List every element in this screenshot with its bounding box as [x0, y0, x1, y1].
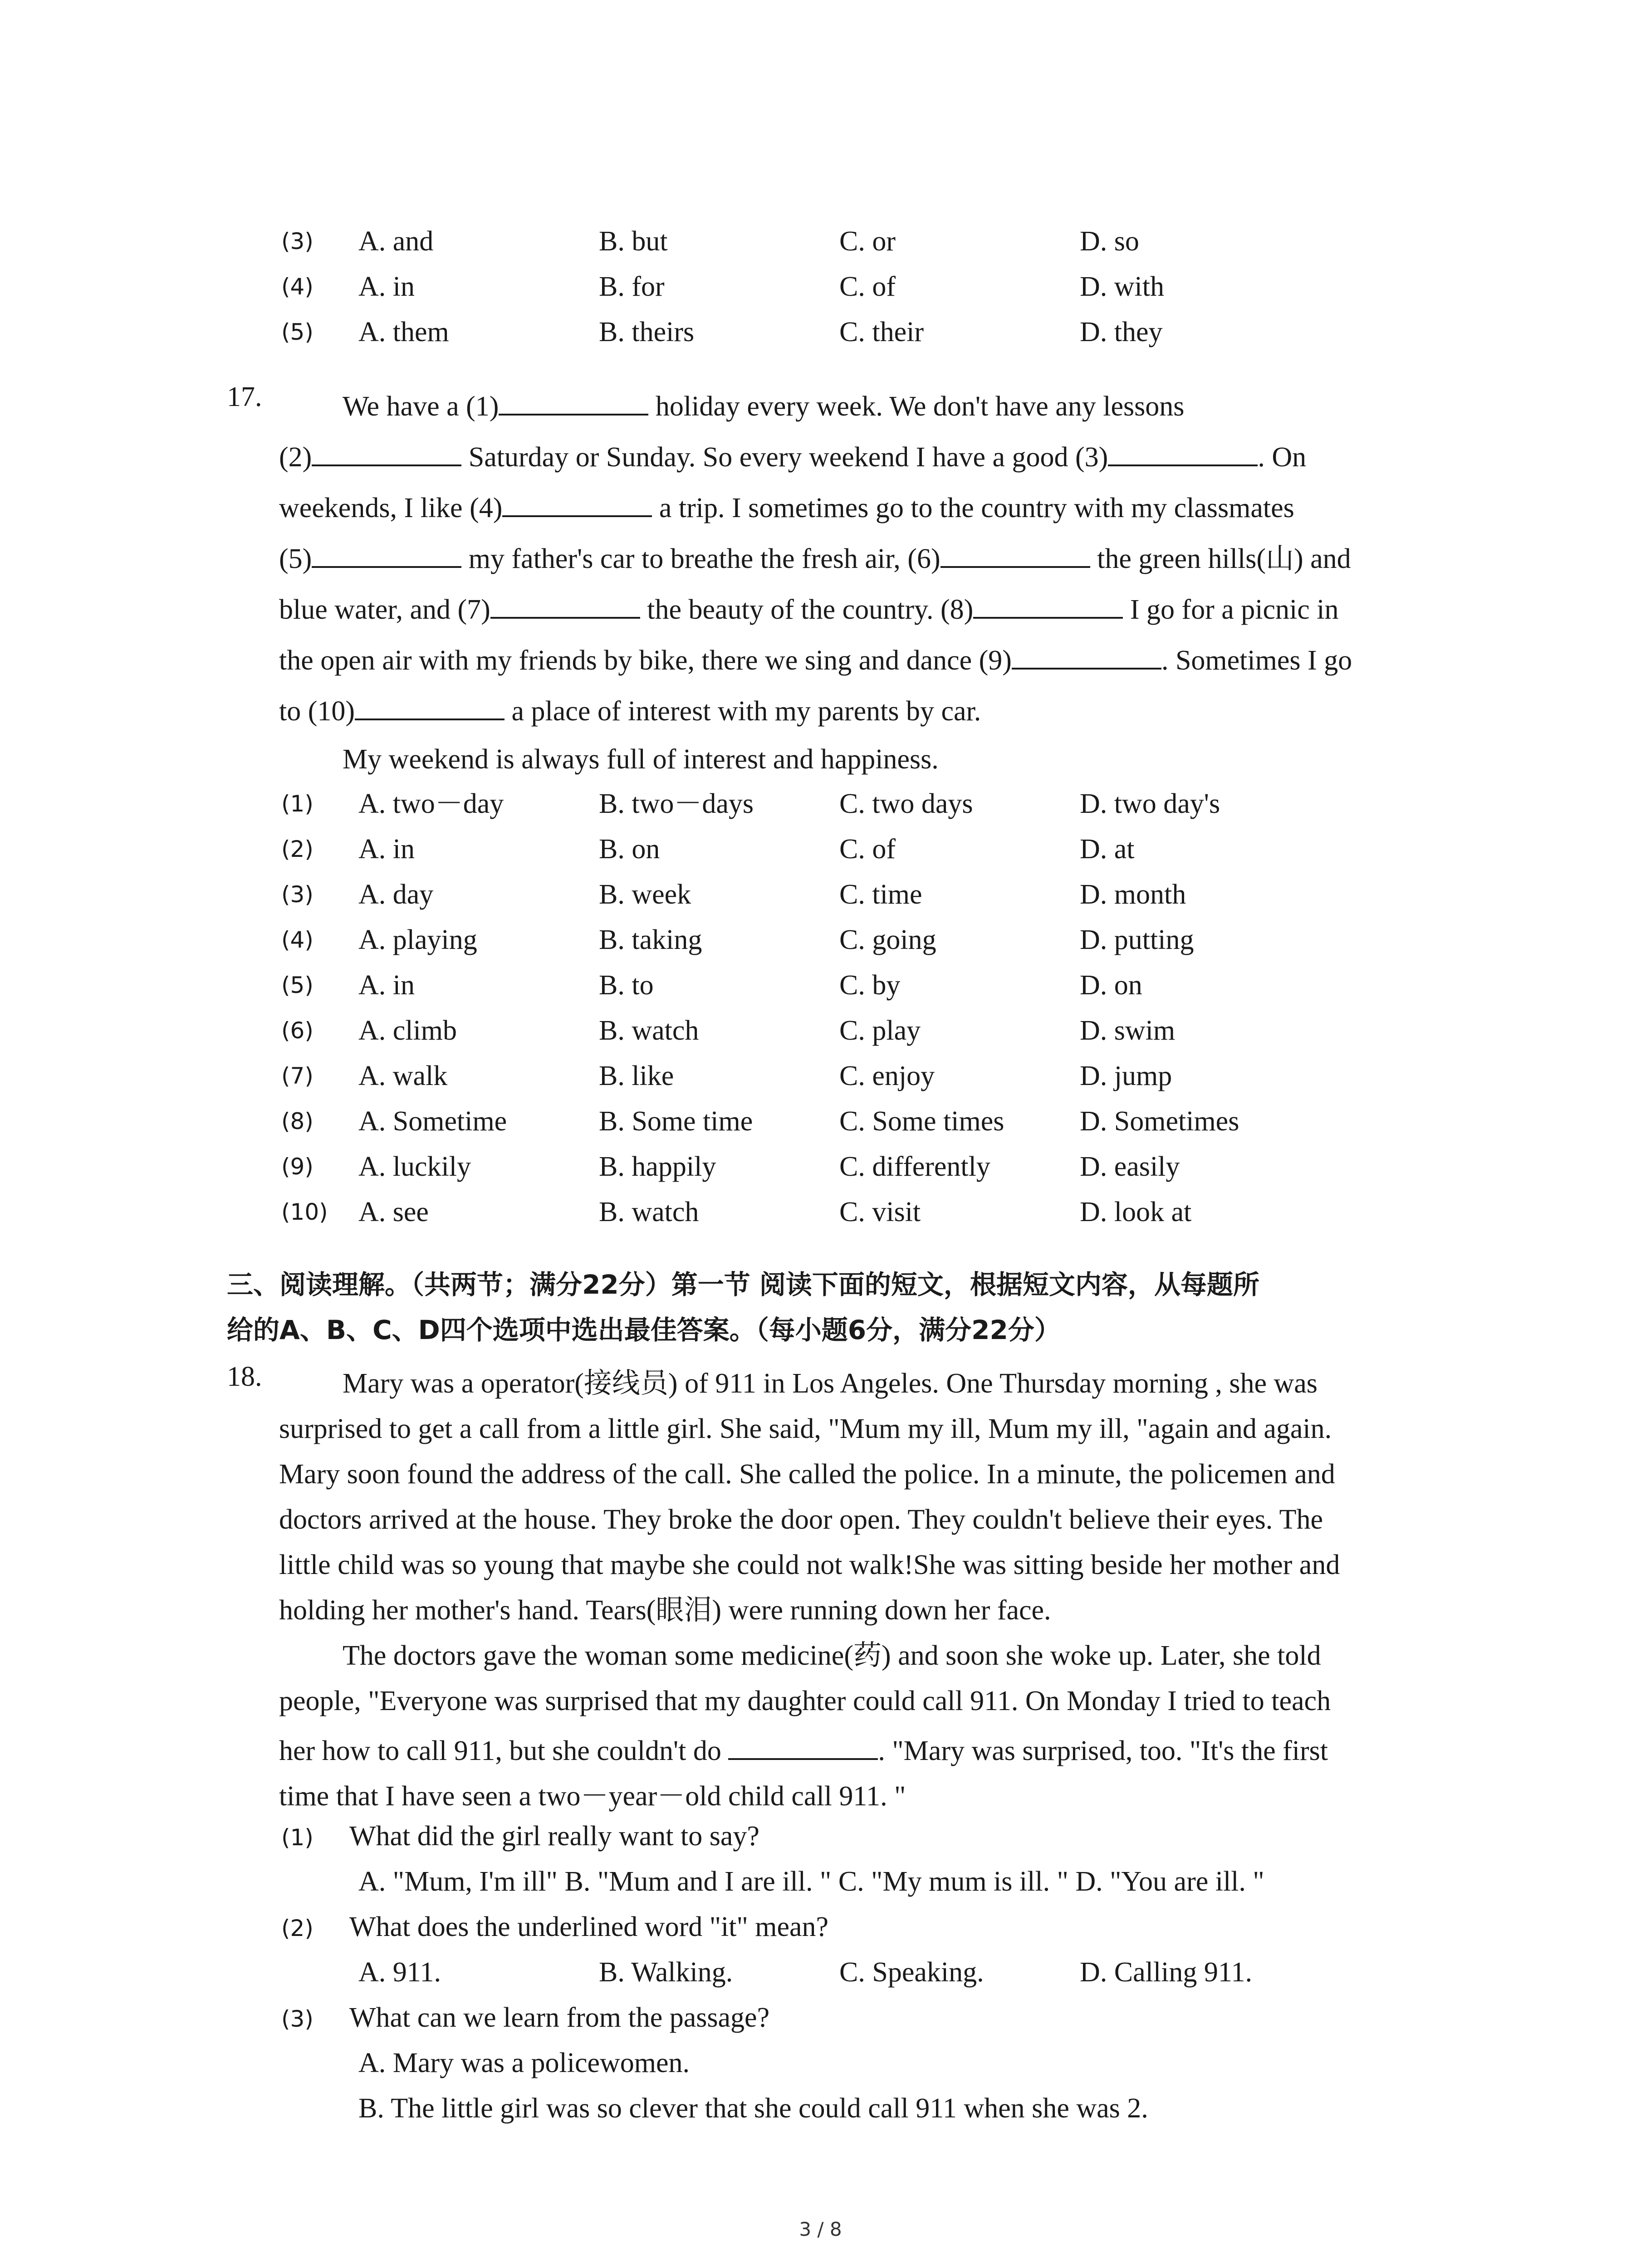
option-c: C. time — [839, 879, 922, 910]
option-d: D. at — [1080, 834, 1135, 865]
option-b: B. taking — [599, 924, 702, 955]
option-a: A. in — [358, 271, 415, 302]
option-number: (5) — [281, 319, 314, 345]
option-row — [281, 1053, 1597, 1099]
option-row — [281, 781, 1597, 826]
question-number: 17. — [227, 381, 262, 412]
option-d: D. swim — [1080, 1015, 1176, 1046]
option-d: D. easily — [1080, 1151, 1180, 1182]
option-number: (10) — [281, 1199, 328, 1225]
text: I go for a picnic in — [1130, 594, 1339, 625]
text: . Sometimes I go — [1161, 645, 1352, 676]
option-a: A. luckily — [358, 1151, 471, 1182]
option-b: B. Walking. — [599, 1957, 733, 1988]
option-row — [281, 826, 1597, 872]
passage-line — [279, 686, 1459, 737]
question-text: What does the underlined word "it" mean? — [349, 1911, 829, 1942]
option-a: A. playing — [358, 924, 477, 955]
option-d: D. with — [1080, 271, 1164, 302]
sub-question — [281, 1813, 759, 1860]
option-c: C. or — [839, 226, 896, 257]
option-a: A. day — [358, 879, 434, 910]
option-number: (7) — [281, 1063, 314, 1089]
option-b: B. but — [599, 226, 668, 257]
option-a: A. in — [358, 970, 415, 1001]
blank — [941, 541, 1090, 568]
blank — [499, 388, 648, 415]
option-b: B. for — [599, 271, 665, 302]
blank — [1012, 642, 1161, 670]
option-d: D. Calling 911. — [1080, 1957, 1253, 1988]
passage-line — [279, 483, 1459, 533]
blank — [728, 1733, 878, 1760]
passage-line: doctors arrived at the house. They broke the door open. They couldn't believe their eyes. The — [279, 1504, 1323, 1535]
option-number: (2) — [281, 836, 314, 862]
option-a: A. in — [358, 834, 415, 865]
option-number: (1) — [281, 791, 314, 817]
option-a: A. 911. — [358, 1957, 441, 1988]
passage-line — [279, 1724, 1459, 1774]
option-b: B. happily — [599, 1151, 716, 1182]
blank — [312, 541, 461, 568]
page-number: 3 / 8 — [799, 2218, 842, 2240]
text: the green hills(山) and — [1097, 543, 1351, 574]
option-row — [281, 1950, 1597, 1995]
text: . "Mary was surprised, too. "It's the first — [878, 1735, 1328, 1766]
text: the beauty of the country. (8) — [647, 594, 974, 625]
option-c: C. Speaking. — [839, 1957, 984, 1988]
reading-passage — [279, 1361, 1459, 1819]
option-d: D. two day's — [1080, 788, 1220, 819]
answer-options: A. "Mum, I'm ill" B. "Mum and I are ill. " C. "My mum is ill. " D. "You are ill. " — [358, 1866, 1264, 1897]
option-b: B. watch — [599, 1197, 699, 1227]
option-a: A. walk — [358, 1061, 448, 1091]
option-c: C. visit — [839, 1197, 921, 1227]
option-number: (9) — [281, 1154, 314, 1180]
option-d: D. month — [1080, 879, 1186, 910]
option-d: D. so — [1080, 226, 1139, 257]
passage-line: holding her mother's hand. Tears(眼泪) were running down her face. — [279, 1595, 1051, 1626]
option-row — [281, 309, 1597, 355]
passage-line: Mary was a operator(接线员) of 911 in Los Angeles. One Thursday morning , she was — [343, 1368, 1318, 1399]
question-text: What did the girl really want to say? — [349, 1821, 759, 1852]
option-c: C. of — [839, 834, 896, 865]
text: weekends, I like (4) — [279, 493, 503, 523]
passage-line: surprised to get a call from a little girl. She said, "Mum my ill, Mum my ill, "again and again. — [279, 1413, 1332, 1444]
passage-line: little child was so young that maybe she could not walk!She was sitting beside her mother and — [279, 1549, 1340, 1580]
sub-question — [281, 1995, 769, 2042]
option-number: (4) — [281, 927, 314, 953]
option-b: B. The little girl was so clever that she could call 911 when she was 2. — [358, 2093, 1148, 2124]
option-row — [281, 1008, 1597, 1053]
passage-line: time that I have seen a two－year－old child call 911. " — [279, 1781, 906, 1812]
question-number: (1) — [281, 1824, 314, 1851]
option-row — [281, 963, 1597, 1008]
option-c: C. play — [839, 1015, 921, 1046]
option-number: (8) — [281, 1108, 314, 1134]
text: . On — [1258, 442, 1307, 473]
option-d: D. look at — [1080, 1197, 1192, 1227]
option-number: (3) — [281, 228, 314, 254]
passage-closing: My weekend is always full of interest and happiness. — [343, 744, 939, 775]
sub-question — [281, 1904, 828, 1951]
option-row — [281, 1099, 1597, 1144]
blank — [312, 439, 461, 466]
option-row — [281, 917, 1597, 963]
text: blue water, and (7) — [279, 594, 490, 625]
option-b: B. watch — [599, 1015, 699, 1046]
option-c: C. of — [839, 271, 896, 302]
option-d: D. jump — [1080, 1061, 1172, 1091]
option-d: D. they — [1080, 317, 1163, 347]
option-a: A. see — [358, 1197, 429, 1227]
option-c: C. two days — [839, 788, 973, 819]
passage-line: Mary soon found the address of the call. She called the police. In a minute, the policemen and — [279, 1459, 1335, 1490]
option-c: C. Some times — [839, 1106, 1004, 1137]
text: We have a (1) — [343, 391, 499, 422]
question-number: (3) — [281, 2006, 314, 2032]
option-a: A. and — [358, 226, 434, 257]
option-a: A. climb — [358, 1015, 457, 1046]
text: a trip. I sometimes go to the country with my classmates — [659, 493, 1294, 523]
cloze-passage — [279, 381, 1459, 782]
passage-line — [279, 533, 1459, 584]
option-row — [281, 219, 1597, 264]
section-heading: 三、阅读理解。（共两节；满分22分）第一节 阅读下面的短文，根据短文内容，从每题所 — [227, 1269, 1259, 1300]
option-a: A. Mary was a policewomen. — [358, 2048, 690, 2078]
option-c: C. enjoy — [839, 1061, 935, 1091]
option-row — [281, 872, 1597, 917]
option-number: (4) — [281, 274, 314, 300]
text: (5) — [279, 543, 312, 574]
passage-line: The doctors gave the woman some medicine(药) and soon she woke up. Later, she told — [343, 1640, 1321, 1671]
text: her how to call 911, but she couldn't do — [279, 1735, 721, 1766]
option-c: C. by — [839, 970, 901, 1001]
blank — [355, 693, 505, 720]
question-number: 18. — [227, 1361, 262, 1392]
passage-line — [279, 635, 1459, 686]
question-text: What can we learn from the passage? — [349, 2002, 770, 2033]
option-b: B. Some time — [599, 1106, 753, 1137]
text: Saturday or Sunday. So every weekend I have a good (3) — [468, 442, 1108, 473]
option-c: C. going — [839, 924, 936, 955]
text: the open air with my friends by bike, there we sing and dance (9) — [279, 645, 1012, 676]
option-number: (3) — [281, 881, 314, 908]
passage-line: people, "Everyone was surprised that my daughter could call 911. On Monday I tried to teach — [279, 1686, 1331, 1716]
passage-line — [279, 584, 1459, 635]
option-b: B. theirs — [599, 317, 695, 347]
blank — [490, 591, 640, 619]
text: holiday every week. We don't have any lessons — [655, 391, 1185, 422]
option-d: D. Sometimes — [1080, 1106, 1239, 1137]
blank — [973, 591, 1123, 619]
option-d: D. putting — [1080, 924, 1194, 955]
passage-line — [279, 381, 1459, 432]
option-row — [281, 264, 1597, 309]
text: (2) — [279, 442, 312, 473]
option-c: C. their — [839, 317, 924, 347]
option-b: B. on — [599, 834, 660, 865]
passage-line — [279, 432, 1459, 483]
option-a: A. Sometime — [358, 1106, 507, 1137]
blank — [502, 490, 652, 517]
option-row — [281, 1144, 1597, 1189]
option-b: B. week — [599, 879, 691, 910]
option-c: C. differently — [839, 1151, 990, 1182]
section-heading: 给的A、B、C、D四个选项中选出最佳答案。（每小题6分，满分22分） — [227, 1315, 1061, 1345]
text: my father's car to breathe the fresh air, (6) — [468, 543, 941, 574]
option-a: A. two－day — [358, 788, 504, 819]
blank — [1108, 439, 1258, 466]
option-row — [281, 1189, 1597, 1235]
option-b: B. two－days — [599, 788, 754, 819]
option-d: D. on — [1080, 970, 1142, 1001]
option-a: A. them — [358, 317, 449, 347]
text: to (10) — [279, 696, 355, 727]
option-b: B. like — [599, 1061, 674, 1091]
option-number: (5) — [281, 972, 314, 998]
question-number: (2) — [281, 1915, 314, 1941]
text: a place of interest with my parents by car. — [511, 696, 981, 727]
option-b: B. to — [599, 970, 654, 1001]
option-number: (6) — [281, 1017, 314, 1044]
